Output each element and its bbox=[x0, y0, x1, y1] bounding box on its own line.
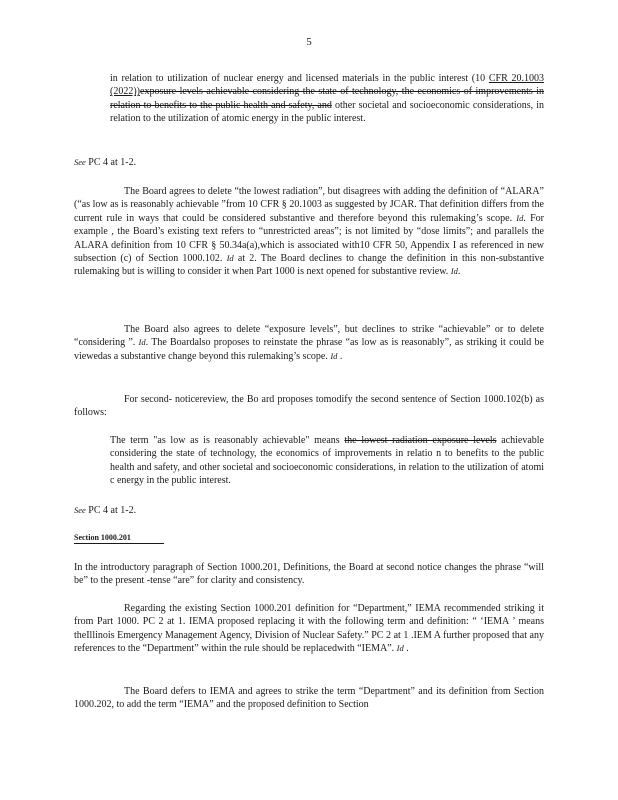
text-run: in relation to utilization of nuclear energy and licensed materials in the public interest (10 bbox=[110, 73, 489, 84]
see-signal: See bbox=[74, 157, 86, 167]
paragraph-introductory: In the introductory paragraph of Section 1000.201, Definitions, the Board at second notice changes the phrase “will be” to the present -tense “are” for clarity and consistency. bbox=[74, 562, 544, 587]
paragraph-defers: The Board defers to IEMA and agrees to strike the term “Department” and its definition from Section 1000.202, to add the term “IEMA” and the proposed definition to Section bbox=[74, 686, 544, 711]
id-signal: Id bbox=[330, 350, 338, 361]
underlined-citation: CFR 20.1003 (2022)) bbox=[110, 73, 544, 98]
text-run: The Board also agrees to delete “exposure levels”, but declines to strike “achievable” or to delete “considering ”. bbox=[74, 324, 544, 349]
paragraph-second-notice: For second- noticereview, the Bo ard proposes tomodify the second sentence of Section 1000.102(b) as follows: bbox=[74, 394, 544, 419]
text-run: The term "as low as is reasonably achievable" means bbox=[110, 435, 345, 446]
id-signal: Id bbox=[396, 643, 404, 654]
text-run: . bbox=[337, 350, 343, 362]
see-citation bbox=[74, 156, 544, 169]
text-run: Regarding the existing Section 1000.201 definition for “Department,” IEMA recommended striking it from Part 1000. PC 2 at 1. IEMA proposed replacing it with the following term and definition: “ ‘IEMA ’ means theIllinois Emergency Management Agency, Division of Nuclear Safety.” PC 2 at 1 .IEM A further proposed that any references to the “Department” within the rule should be replacedwith “IEMA”. bbox=[74, 603, 544, 655]
section-heading: Section 1000.201 bbox=[74, 533, 164, 544]
paragraph-alara bbox=[74, 185, 544, 279]
struck-text: the lowest radiation exposure levels bbox=[344, 435, 497, 446]
text-run: . bbox=[403, 643, 409, 655]
struck-text: exposure levels achievable considering the state of technology, the economics of improvements in relation to benefits to the public health and safety, and bbox=[110, 86, 544, 111]
text-run: The Board agrees to delete “the lowest radiation”, but disagrees with adding the definition of “ALARA” (“as low as is reasonably achievable ”from 10 CFR § 20.1003 as suggested by JCAR. That definition differs from the current rule in ways that could be considered substantive and therefore beyond this rulemaking’s scope. bbox=[74, 186, 544, 224]
see-signal: See bbox=[74, 505, 86, 515]
id-signal: Id bbox=[226, 253, 234, 264]
text-run: . For example , the Board’s existing text refers to “unrestricted areas”; is not limited by “dose limits”; and parallels the ALARA definition from 10 CFR § 50.34a(a),which is associated with10 CFR 50, Appendix I as referenced in new subsection (c) of Section 1000.102. bbox=[74, 212, 544, 265]
text-run: other societal and socioeconomic considerations, in relation to the utilization of atomic energy in the public interest. bbox=[110, 99, 544, 125]
text-run: . bbox=[457, 266, 461, 278]
paragraph-exposure-levels bbox=[74, 323, 544, 363]
text-run: . The Boardalso proposes to reinstate the phrase “as low as is reasonably”, as striking it could be viewedas a substantive change beyond this rulemaking’s scope. bbox=[74, 337, 544, 362]
proposed-sentence bbox=[110, 434, 544, 488]
see-citation bbox=[74, 504, 544, 517]
citation-ref: PC 4 at 1-2. bbox=[85, 505, 137, 516]
id-signal: Id bbox=[450, 266, 458, 277]
paragraph-department bbox=[74, 602, 544, 656]
id-signal: Id bbox=[138, 337, 146, 348]
text-run: achievable considering the state of technology, the economics of improvements in relatio n to benefits to the public health and safety, and other societal and socioeconomic considerations, in relation to the utilization of atomi c energy in the public interest. bbox=[110, 435, 544, 487]
quoted-definition-continuation bbox=[110, 72, 544, 126]
text-run: at 2. The Board declines to change the definition in this non-substantive rulemaking but is willing to consider it when Part 1000 is next opened for substantive review. bbox=[74, 253, 544, 278]
citation-ref: PC 4 at 1-2. bbox=[85, 157, 137, 168]
page-number: 5 bbox=[306, 36, 312, 48]
id-signal: Id bbox=[516, 212, 524, 223]
